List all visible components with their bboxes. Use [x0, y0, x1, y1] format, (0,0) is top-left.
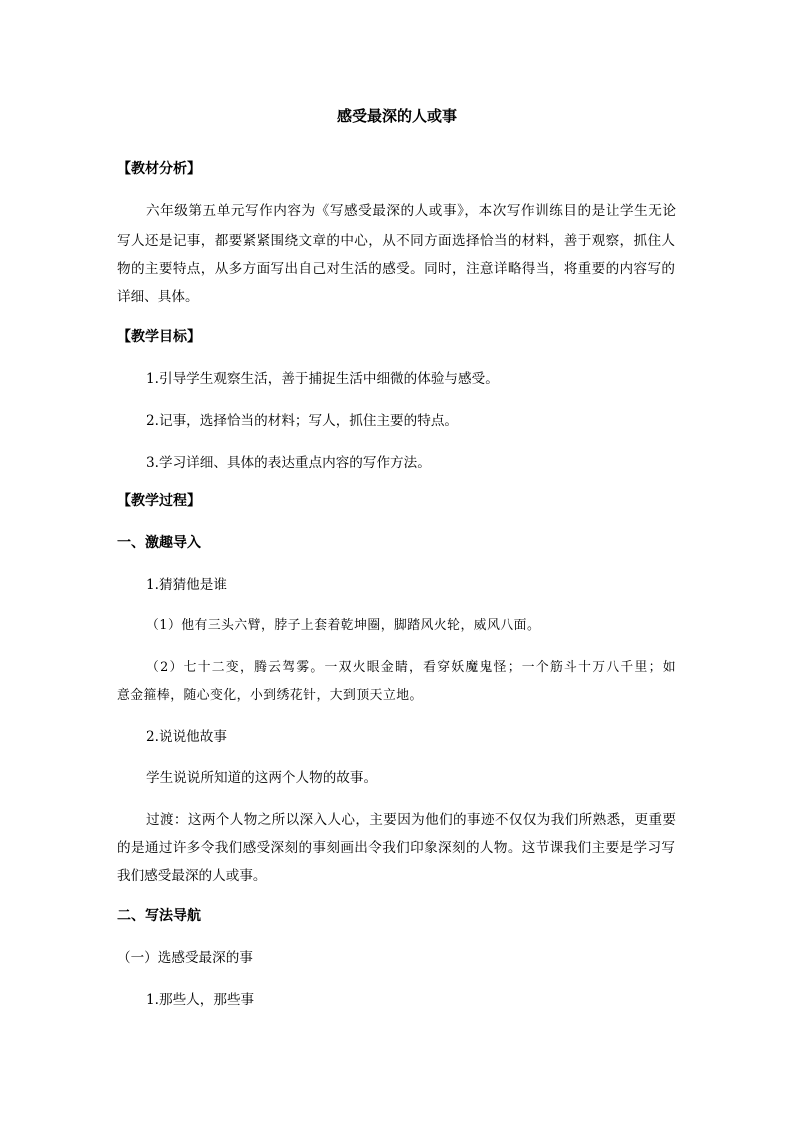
goal-item-2: 2.记事，选择恰当的材料；写人，抓住主要的特点。: [146, 413, 459, 429]
goal-item-3: 3.学习详细、具体的表达重点内容的写作方法。: [146, 455, 431, 471]
part1-heading: 一、激趣导入: [117, 535, 201, 551]
goal-item-1: 1.引导学生观察生活，善于捕捉生活中细微的体验与感受。: [146, 371, 499, 387]
analysis-line-2: 写人还是记事，都要紧紧围绕文章的中心，从不同方面选择恰当的材料，善于观察，抓住人: [117, 233, 675, 249]
part1-clue2-line2: 意金箍棒，随心变化，小到绣花针，大到顶天立地。: [117, 688, 423, 703]
part1-clue2-line1: （2）七十二变，腾云驾雾。一双火眼金睛，看穿妖魔鬼怪；一个筋斗十万八千里；如: [146, 660, 676, 675]
transition-line-2: 的是通过许多令我们感受深刻的事刻画出令我们印象深刻的人物。这节课我们主要是学习写: [117, 840, 675, 856]
part1-step2: 2.说说他故事: [146, 729, 227, 745]
goals-heading: 【教学目标】: [117, 329, 201, 345]
transition-line-1: 过渡：这两个人物之所以深入人心，主要因为他们的事迹不仅仅为我们所熟悉，更重要: [146, 812, 676, 828]
analysis-line-4: 详细、具体。: [117, 289, 199, 305]
part1-clue1: （1）他有三头六臂，脖子上套着乾坤圈，脚踏风火轮，威风八面。: [146, 618, 541, 633]
part2-heading: 二、写法导航: [117, 908, 201, 924]
part2-sub1: （一）选感受最深的事: [117, 950, 253, 966]
analysis-line-1: 六年级第五单元写作内容为《写感受最深的人或事》，本次写作训练目的是让学生无论: [146, 203, 676, 219]
transition-line-3: 我们感受最深的人或事。: [117, 868, 267, 884]
analysis-heading: 【教材分析】: [117, 161, 201, 177]
page-title: 感受最深的人或事: [336, 107, 457, 125]
part1-step2-text: 学生说说所知道的这两个人物的故事。: [146, 770, 378, 786]
process-heading: 【教学过程】: [117, 493, 201, 509]
part2-item1: 1.那些人，那些事: [146, 992, 255, 1008]
analysis-line-3: 物的主要特点，从多方面写出自己对生活的感受。同时，注意详略得当，将重要的内容写的: [117, 261, 675, 277]
part1-step1: 1.猜猜他是谁: [146, 577, 227, 593]
